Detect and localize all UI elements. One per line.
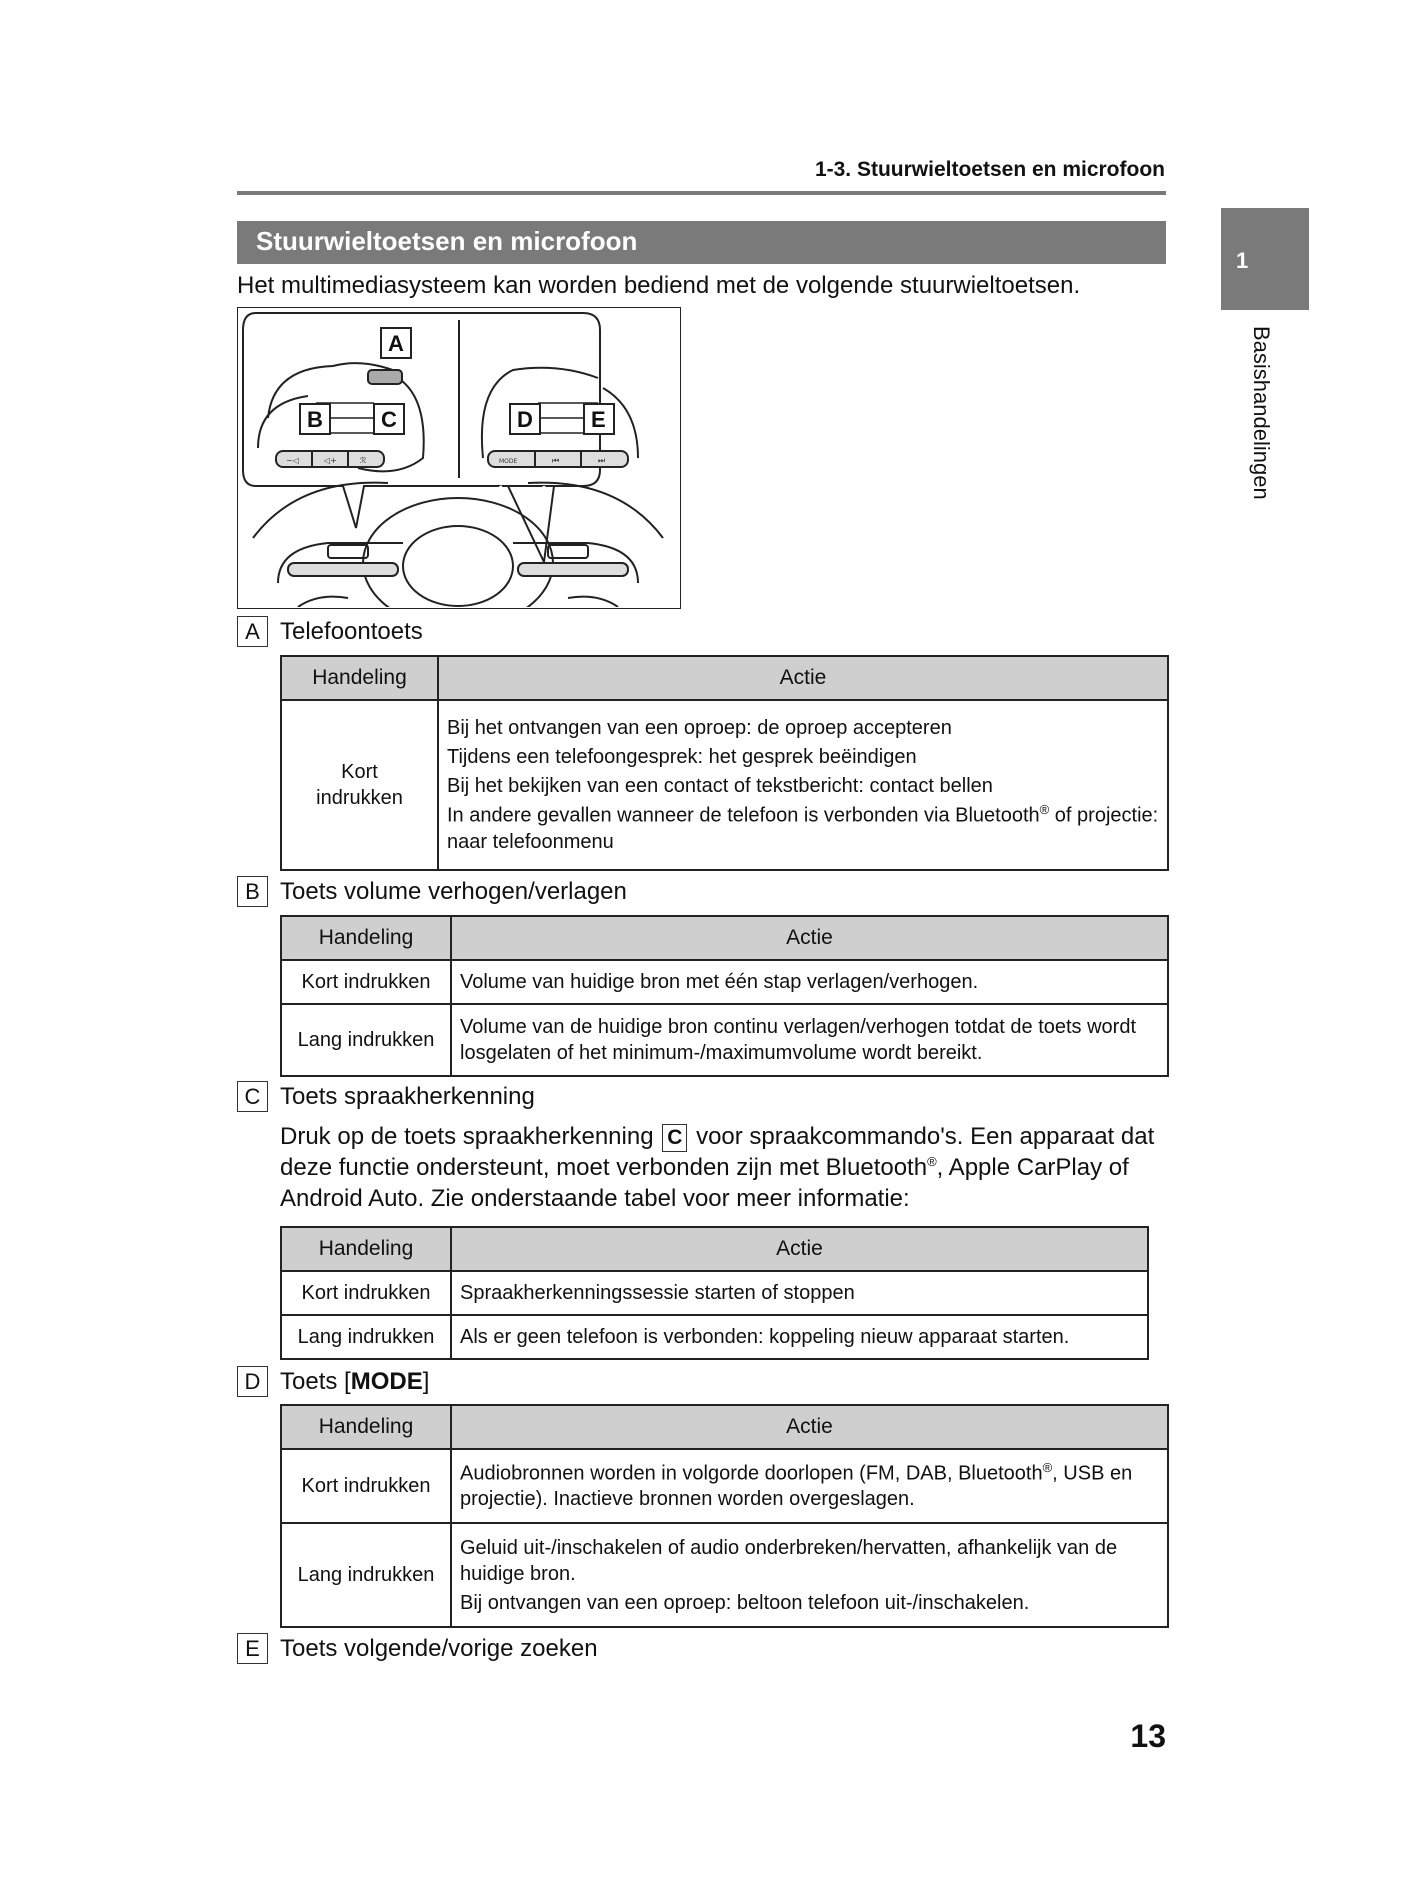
- vol-down-glyph: −◁: [286, 456, 299, 465]
- item-c-description: Druk op de toets spraakherkenning C voor spraakcommando's. Een apparaat dat deze functie ondersteunt, moet verbonden zijn met Bluetooth®, Apple CarPlay of Android Auto. Zie onderstaande tabel voor meer informatie:: [280, 1123, 1155, 1213]
- letter-c: C: [237, 1081, 268, 1112]
- next-glyph: ⏭: [598, 456, 606, 465]
- item-b-heading: [237, 876, 627, 907]
- col-handeling: Handeling: [281, 1227, 451, 1271]
- table-row: [281, 1315, 1148, 1359]
- item-d-heading: [237, 1366, 429, 1397]
- table-row: [281, 1523, 1168, 1627]
- cell-actie: Spraakherkenningssessie starten of stoppen: [451, 1271, 1148, 1315]
- voice-glyph: ℛ: [360, 456, 367, 465]
- table-row: [281, 700, 1168, 870]
- callout-e: E: [591, 407, 606, 432]
- table-a: [280, 655, 1169, 871]
- mode-glyph: MODE: [499, 458, 518, 465]
- item-e-heading: [237, 1633, 598, 1664]
- cell-actie: Volume van huidige bron met één stap verlagen/verhogen.: [451, 960, 1168, 1004]
- header-divider: [237, 191, 1166, 195]
- callout-d: D: [517, 407, 533, 432]
- table-b: [280, 915, 1169, 1077]
- cell-actie: [451, 1523, 1168, 1627]
- action-line: Bij het ontvangen van een oproep: de oproep accepteren: [447, 717, 952, 740]
- action-line: Geluid uit-/inschakelen of audio onderbreken/hervatten, afhankelijk van de huidige bron.: [460, 1536, 1118, 1585]
- item-a-heading: [237, 616, 423, 647]
- item-e-title: Toets volgende/vorige zoeken: [280, 1634, 598, 1662]
- letter-e: E: [237, 1633, 268, 1664]
- item-d-title: Toets [MODE]: [280, 1367, 430, 1395]
- table-row: [281, 1449, 1168, 1523]
- col-actie: Actie: [438, 656, 1168, 700]
- cell-handeling: Kort indrukken: [281, 960, 451, 1004]
- cell-handeling: Kort indrukken: [281, 700, 438, 870]
- col-handeling: Handeling: [281, 1405, 451, 1449]
- cell-handeling: Kort indrukken: [281, 1271, 451, 1315]
- inline-key-c: C: [662, 1124, 687, 1152]
- col-actie: Actie: [451, 916, 1168, 960]
- table-d: [280, 1404, 1169, 1628]
- vol-up-glyph: ◁+: [324, 456, 337, 465]
- cell-handeling: Kort indrukken: [281, 1449, 451, 1523]
- item-a-title: Telefoontoets: [280, 617, 423, 645]
- col-actie: Actie: [451, 1405, 1168, 1449]
- chapter-number: 1: [1236, 248, 1249, 273]
- page-number: 13: [1130, 1718, 1166, 1754]
- cell-actie: Volume van de huidige bron continu verlagen/verhogen totdat de toets wordt losgelaten of het minimum-/maximumvolume wordt bereikt.: [451, 1004, 1168, 1076]
- callout-a: A: [388, 331, 404, 356]
- cell-handeling: Lang indrukken: [281, 1523, 451, 1627]
- col-handeling: Handeling: [281, 916, 451, 960]
- action-line: Tijdens een telefoongesprek: het gesprek beëindigen: [447, 746, 917, 769]
- section-title: Stuurwieltoetsen en microfoon: [237, 221, 1166, 264]
- item-c-title: Toets spraakherkenning: [280, 1082, 535, 1110]
- steering-wheel-illustration: [238, 308, 679, 607]
- item-c-heading: [237, 1081, 535, 1112]
- running-header: 1-3. Stuurwieltoetsen en microfoon: [814, 158, 1165, 181]
- letter-b: B: [237, 876, 268, 907]
- letter-a: A: [237, 616, 268, 647]
- item-b-title: Toets volume verhogen/verlagen: [280, 877, 627, 905]
- cell-handeling: Lang indrukken: [281, 1315, 451, 1359]
- table-row: [281, 1271, 1148, 1315]
- cell-actie: Als er geen telefoon is verbonden: koppeling nieuw apparaat starten.: [451, 1315, 1148, 1359]
- cell-actie: Audiobronnen worden in volgorde doorlopen (FM, DAB, Bluetooth®, USB en projectie). Inactieve bronnen worden overgeslagen.: [451, 1449, 1168, 1523]
- chapter-tab: [1221, 208, 1309, 310]
- steering-wheel-figure: [237, 307, 681, 609]
- prev-glyph: ⏮: [552, 456, 560, 465]
- letter-d: D: [237, 1366, 268, 1397]
- action-line: Bij het bekijken van een contact of tekstbericht: contact bellen: [447, 775, 993, 798]
- table-row: [281, 960, 1168, 1004]
- table-c: [280, 1226, 1149, 1360]
- chapter-label: Basishandelingen: [1249, 326, 1274, 500]
- cell-handeling: Lang indrukken: [281, 1004, 451, 1076]
- callout-b: B: [307, 407, 323, 432]
- action-line: In andere gevallen wanneer de telefoon is verbonden via Bluetooth® of projectie: naar telefoonmenu: [447, 802, 1159, 853]
- intro-text: Het multimediasysteem kan worden bediend met de volgende stuurwieltoetsen.: [237, 272, 1081, 299]
- callout-c: C: [381, 407, 397, 432]
- cell-actie: [438, 700, 1168, 870]
- col-actie: Actie: [451, 1227, 1148, 1271]
- table-row: [281, 1004, 1168, 1076]
- action-line: Bij ontvangen van een oproep: beltoon telefoon uit-/inschakelen.: [460, 1591, 1030, 1614]
- col-handeling: Handeling: [281, 656, 438, 700]
